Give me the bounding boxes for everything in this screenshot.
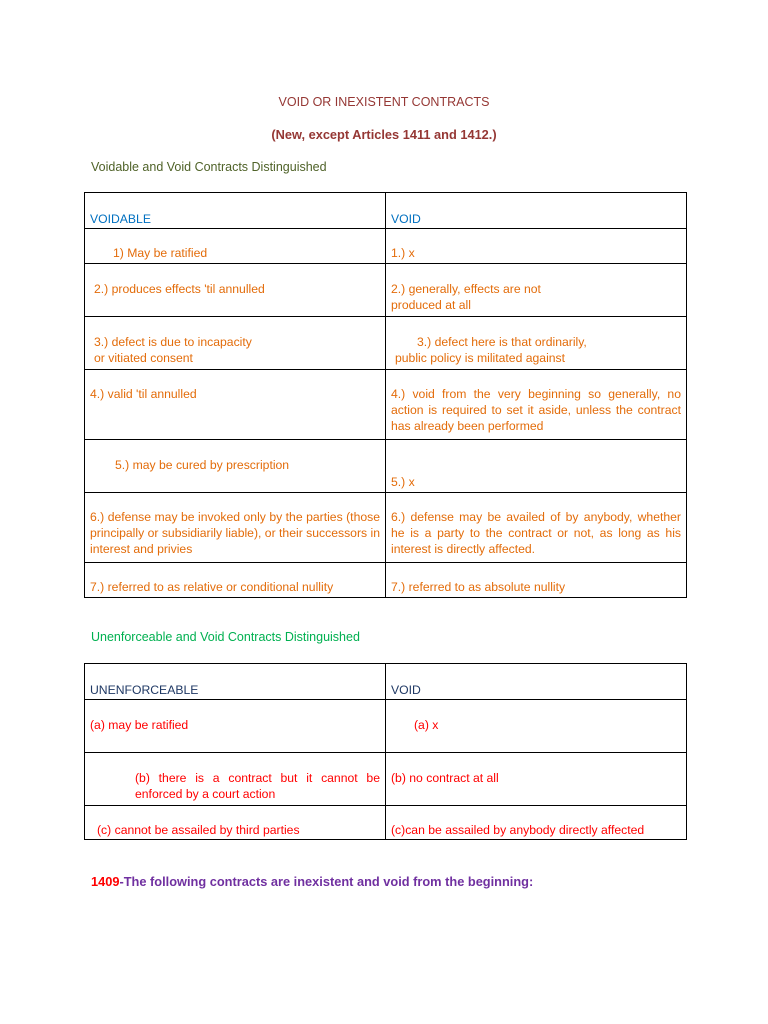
cell-void-5: 5.) x [386,440,687,493]
table-row [85,440,687,493]
article-number: 1409 [91,874,120,889]
cell-voidable-6: 6.) defense may be invoked only by the parties (those principally or subsidiarily liable), or their successors in interest and privies [85,493,386,563]
table-row [85,229,687,264]
table-row [85,563,687,598]
section1-heading: Voidable and Void Contracts Distinguished [91,160,327,174]
article-text: -The following contracts are inexistent and void from the beginning: [119,874,534,889]
table-row [85,700,687,753]
cell-void-2 [386,264,687,317]
table-row [85,753,687,806]
cell-unenforceable-c: (c) cannot be assailed by third parties [85,806,386,840]
table-header-row [85,664,687,700]
unenforceable-void-table [84,663,687,840]
cell-void-4: 4.) void from the very beginning so generally, no action is required to set it aside, unless the contract has already been performed [386,370,687,440]
document-subtitle: (New, except Articles 1411 and 1412.) [271,127,497,142]
cell-unenforceable-b: (b) there is a contract but it cannot be enforced by a court action [85,753,386,806]
header-unenforceable: UNENFORCEABLE [85,664,386,700]
cell-voidable-3-line2: or vitiated consent [94,351,193,365]
cell-voidable-3-line1: 3.) defect is due to incapacity [94,335,252,349]
cell-voidable-3 [85,317,386,370]
cell-voidable-1: 1) May be ratified [85,229,386,264]
cell-voidable-7: 7.) referred to as relative or conditional nullity [85,563,386,598]
header-voidable: VOIDABLE [85,193,386,229]
table-row [85,806,687,840]
article-1409-line [91,874,533,889]
cell-void-6: 6.) defense may be availed of by anybody, whether he is a party to the contract or not, as long as his interest is directly affected. [386,493,687,563]
cell-voidable-2: 2.) produces effects 'til annulled [85,264,386,317]
cell-void-b: (b) no contract at all [386,753,687,806]
cell-void-3-line1: 3.) defect here is that ordinarily, [417,335,587,349]
voidable-void-table [84,192,687,598]
header-void: VOID [386,193,687,229]
table-header-row [85,193,687,229]
cell-void-2-line2: produced at all [391,298,471,312]
cell-unenforceable-a: (a) may be ratified [85,700,386,753]
table-row [85,370,687,440]
cell-void-c: (c)can be assailed by anybody directly affected [386,806,687,840]
document-title: VOID OR INEXISTENT CONTRACTS [278,95,490,109]
section2-heading: Unenforceable and Void Contracts Distinguished [91,630,360,644]
cell-void-1: 1.) x [386,229,687,264]
cell-void-a: (a) x [386,700,687,753]
table-row [85,317,687,370]
table-row [85,264,687,317]
cell-void-3 [386,317,687,370]
table-row [85,493,687,563]
cell-voidable-4: 4.) valid 'til annulled [85,370,386,440]
cell-void-2-line1: 2.) generally, effects are not [391,282,541,296]
cell-voidable-5: 5.) may be cured by prescription [85,440,386,493]
cell-void-3-line2: public policy is militated against [395,351,566,365]
header-void: VOID [386,664,687,700]
cell-void-7: 7.) referred to as absolute nullity [386,563,687,598]
